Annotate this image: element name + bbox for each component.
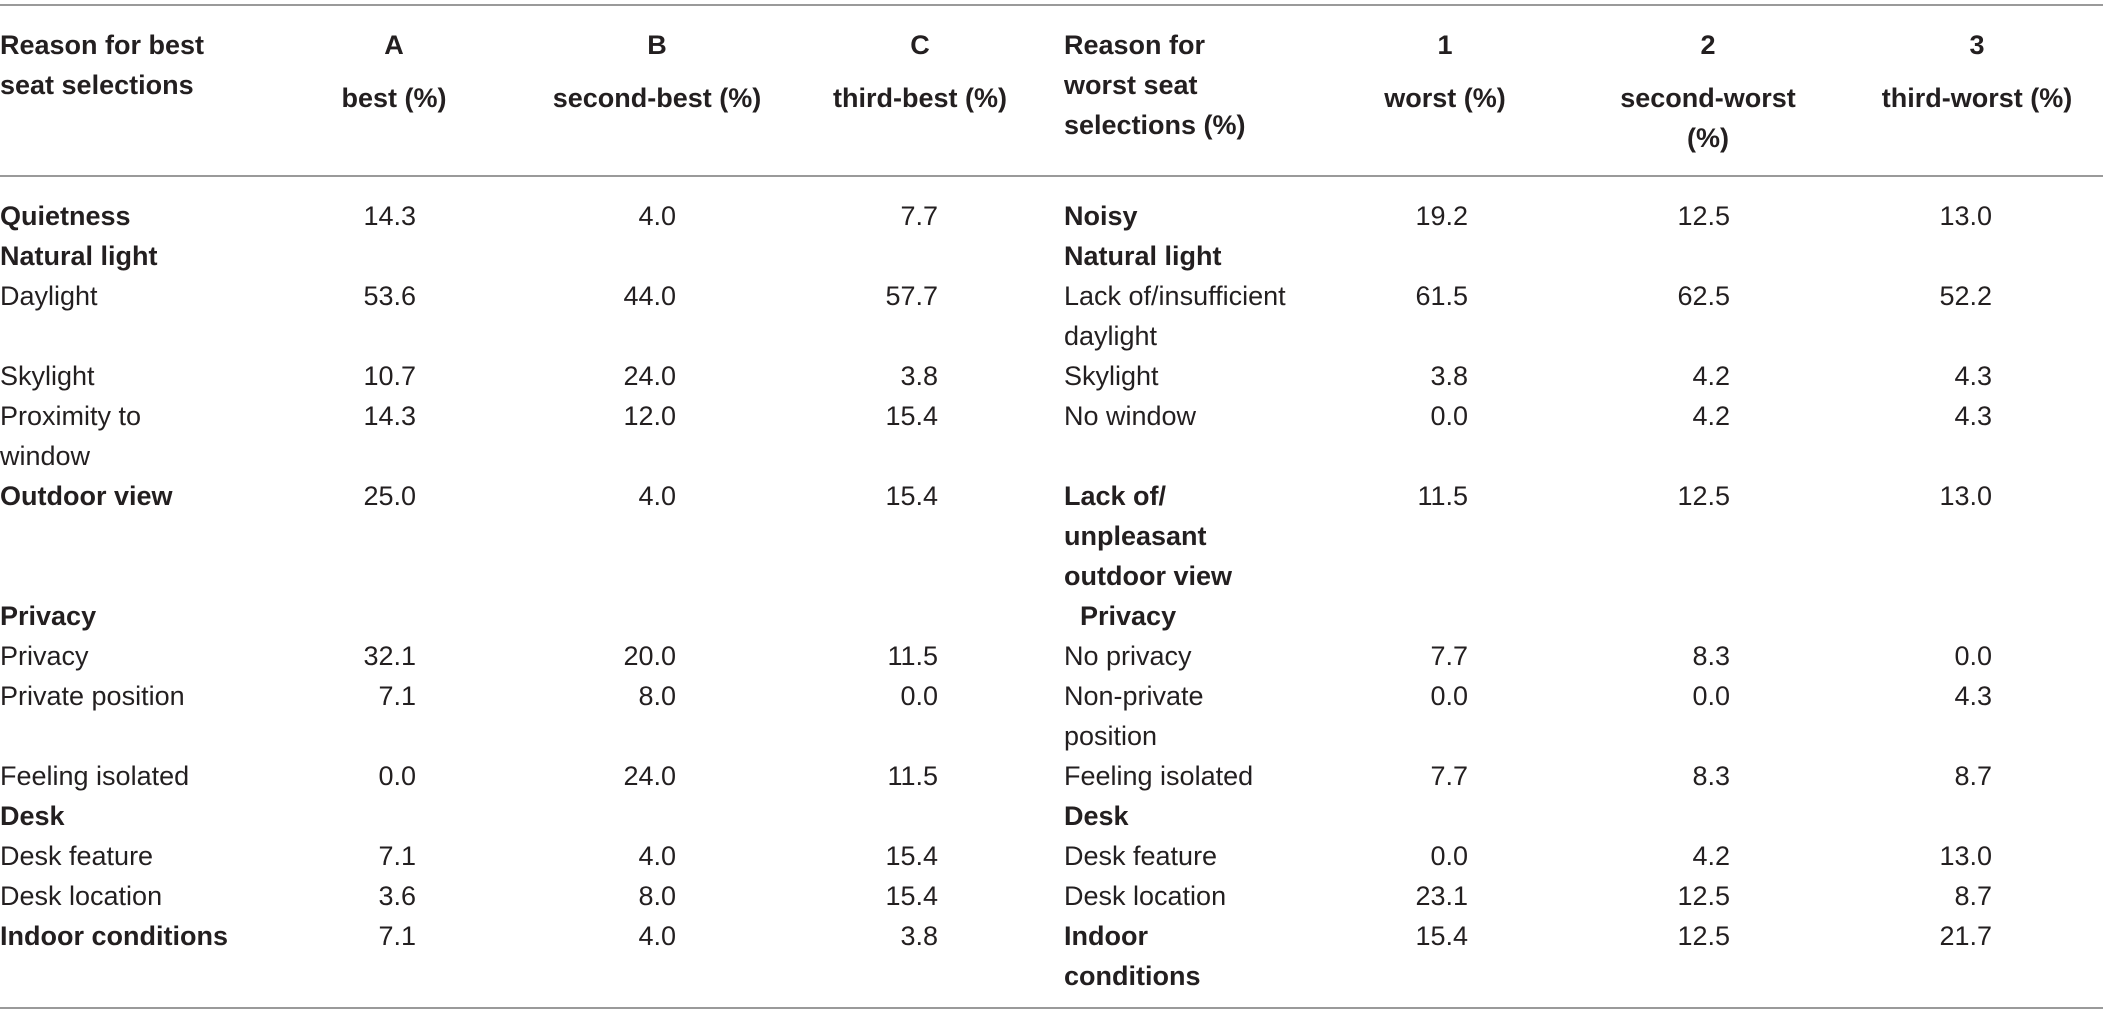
header-col-3-label: third-worst (%) [1881,83,2073,113]
table-row-label-right: No privacy [1064,641,1192,671]
table-row-label-left: Privacy [0,641,89,671]
table-cell-best: 7.1 [378,841,416,871]
header-col-a-letter: A [384,30,404,60]
table-cell-second-worst: 4.2 [1692,401,1730,431]
table-row-label-left: Desk location [0,881,163,911]
table-cell-third-best: 15.4 [885,481,938,511]
table-row-label-right: Lack of/ unpleasant outdoor view [1064,481,1232,591]
table-row-label-left: Daylight [0,281,98,311]
table-cell-worst: 3.8 [1430,361,1468,391]
table-cell-third-best: 3.8 [900,361,938,391]
table-row-label-left: Quietness [0,201,131,231]
table-cell-best: 14.3 [363,401,416,431]
header-col-b-letter: B [647,30,667,60]
table-cell-second-best: 44.0 [623,281,676,311]
header-col-c-letter: C [910,30,930,60]
table-cell-second-best: 20.0 [623,641,676,671]
top-rule [0,4,2103,6]
header-col-1-letter: 1 [1437,30,1453,60]
table-row-label-right: Noisy [1064,201,1138,231]
table-cell-worst: 7.7 [1430,761,1468,791]
table-cell-second-worst: 12.5 [1677,201,1730,231]
table-cell-second-worst: 4.2 [1692,841,1730,871]
table-cell-best: 0.0 [378,761,416,791]
table-cell-worst: 23.1 [1415,881,1468,911]
table-cell-best: 25.0 [363,481,416,511]
table-cell-third-worst: 13.0 [1939,201,1992,231]
header-col-1-label: worst (%) [1384,83,1506,113]
table-cell-third-worst: 4.3 [1954,681,1992,711]
table-row-label-left: Desk feature [0,841,154,871]
table-cell-best: 32.1 [363,641,416,671]
header-col-2-letter: 2 [1700,30,1716,60]
header-col-c-label: third-best (%) [833,83,1007,113]
table-row-label-right: Feeling isolated [1064,761,1254,791]
table-row-label-right: Lack of/insufficient daylight [1064,281,1286,351]
table-cell-third-worst: 4.3 [1954,401,1992,431]
table-cell-second-worst: 8.3 [1692,641,1730,671]
table-cell-worst: 19.2 [1415,201,1468,231]
header-left-reason: Reason for best seat selections [0,30,205,100]
table-cell-second-worst: 8.3 [1692,761,1730,791]
table-cell-second-best: 4.0 [638,841,676,871]
table-cell-second-best: 24.0 [623,361,676,391]
table-cell-second-worst: 12.5 [1677,921,1730,951]
table-cell-second-best: 24.0 [623,761,676,791]
table-cell-third-best: 11.5 [887,641,938,671]
table-cell-second-best: 12.0 [623,401,676,431]
table-cell-second-worst: 12.5 [1677,881,1730,911]
table-cell-best: 7.1 [378,921,416,951]
table-cell-best: 7.1 [378,681,416,711]
table-row-label-right: Desk location [1064,881,1227,911]
table-cell-worst: 15.4 [1415,921,1468,951]
table-row-label-left: Privacy [0,601,97,631]
table-cell-third-best: 11.5 [887,761,938,791]
table-cell-second-worst: 62.5 [1677,281,1730,311]
table-cell-best: 53.6 [363,281,416,311]
table-row-label-right: Skylight [1064,361,1159,391]
table-cell-second-best: 4.0 [638,921,676,951]
table-cell-second-best: 4.0 [638,201,676,231]
header-col-3-letter: 3 [1969,30,1985,60]
table-cell-worst: 0.0 [1430,681,1468,711]
table-cell-second-worst: 0.0 [1692,681,1730,711]
table-row-label-right: Desk feature [1064,841,1218,871]
table-cell-third-worst: 13.0 [1939,481,1992,511]
table-row-label-left: Proximity to window [0,401,142,471]
table-cell-third-best: 3.8 [900,921,938,951]
table-cell-worst: 0.0 [1430,841,1468,871]
header-col-a-label: best (%) [341,83,447,113]
table-row-label-right: Indoor conditions [1064,921,1201,991]
table-cell-third-worst: 21.7 [1939,921,1992,951]
table-row-label-right: Privacy [1080,601,1177,631]
table-row-label-left: Private position [0,681,185,711]
table-cell-worst: 7.7 [1430,641,1468,671]
table-cell-best: 10.7 [363,361,416,391]
table-cell-third-best: 15.4 [885,401,938,431]
table-cell-second-worst: 4.2 [1692,361,1730,391]
table-row-label-right: No window [1064,401,1197,431]
table-row-label-left: Desk [0,801,65,831]
table-cell-worst: 0.0 [1430,401,1468,431]
table-cell-third-best: 15.4 [885,841,938,871]
table-cell-third-worst: 52.2 [1939,281,1992,311]
table-cell-worst: 11.5 [1417,481,1468,511]
table-cell-third-worst: 13.0 [1939,841,1992,871]
table-row-label-left: Outdoor view [0,481,173,511]
table-cell-third-best: 0.0 [900,681,938,711]
table-cell-second-worst: 12.5 [1677,481,1730,511]
table-cell-third-best: 15.4 [885,881,938,911]
table-cell-third-worst: 0.0 [1954,641,1992,671]
table-cell-best: 14.3 [363,201,416,231]
bottom-rule [0,1007,2103,1009]
table-row-label-right: Desk [1064,801,1129,831]
table-cell-second-best: 4.0 [638,481,676,511]
header-col-2-label: second-worst (%) [1620,83,1796,153]
table-row-label-left: Natural light [0,241,158,271]
table-row-label-right: Non-private position [1064,681,1204,751]
table-cell-second-best: 8.0 [638,881,676,911]
table-row-label-right: Natural light [1064,241,1222,271]
table-cell-worst: 61.5 [1415,281,1468,311]
table-cell-third-best: 57.7 [885,281,938,311]
header-right-reason: Reason for worst seat selections (%) [1064,30,1246,140]
header-col-b-label: second-best (%) [552,83,762,113]
header-rule [0,175,2103,177]
table-row-label-left: Indoor conditions [0,921,228,951]
table-row-label-left: Feeling isolated [0,761,190,791]
table-cell-third-worst: 8.7 [1954,761,1992,791]
table-row-label-left: Skylight [0,361,95,391]
table-cell-third-best: 7.7 [900,201,938,231]
table-cell-second-best: 8.0 [638,681,676,711]
table-cell-best: 3.6 [378,881,416,911]
table-cell-third-worst: 8.7 [1954,881,1992,911]
table-cell-third-worst: 4.3 [1954,361,1992,391]
